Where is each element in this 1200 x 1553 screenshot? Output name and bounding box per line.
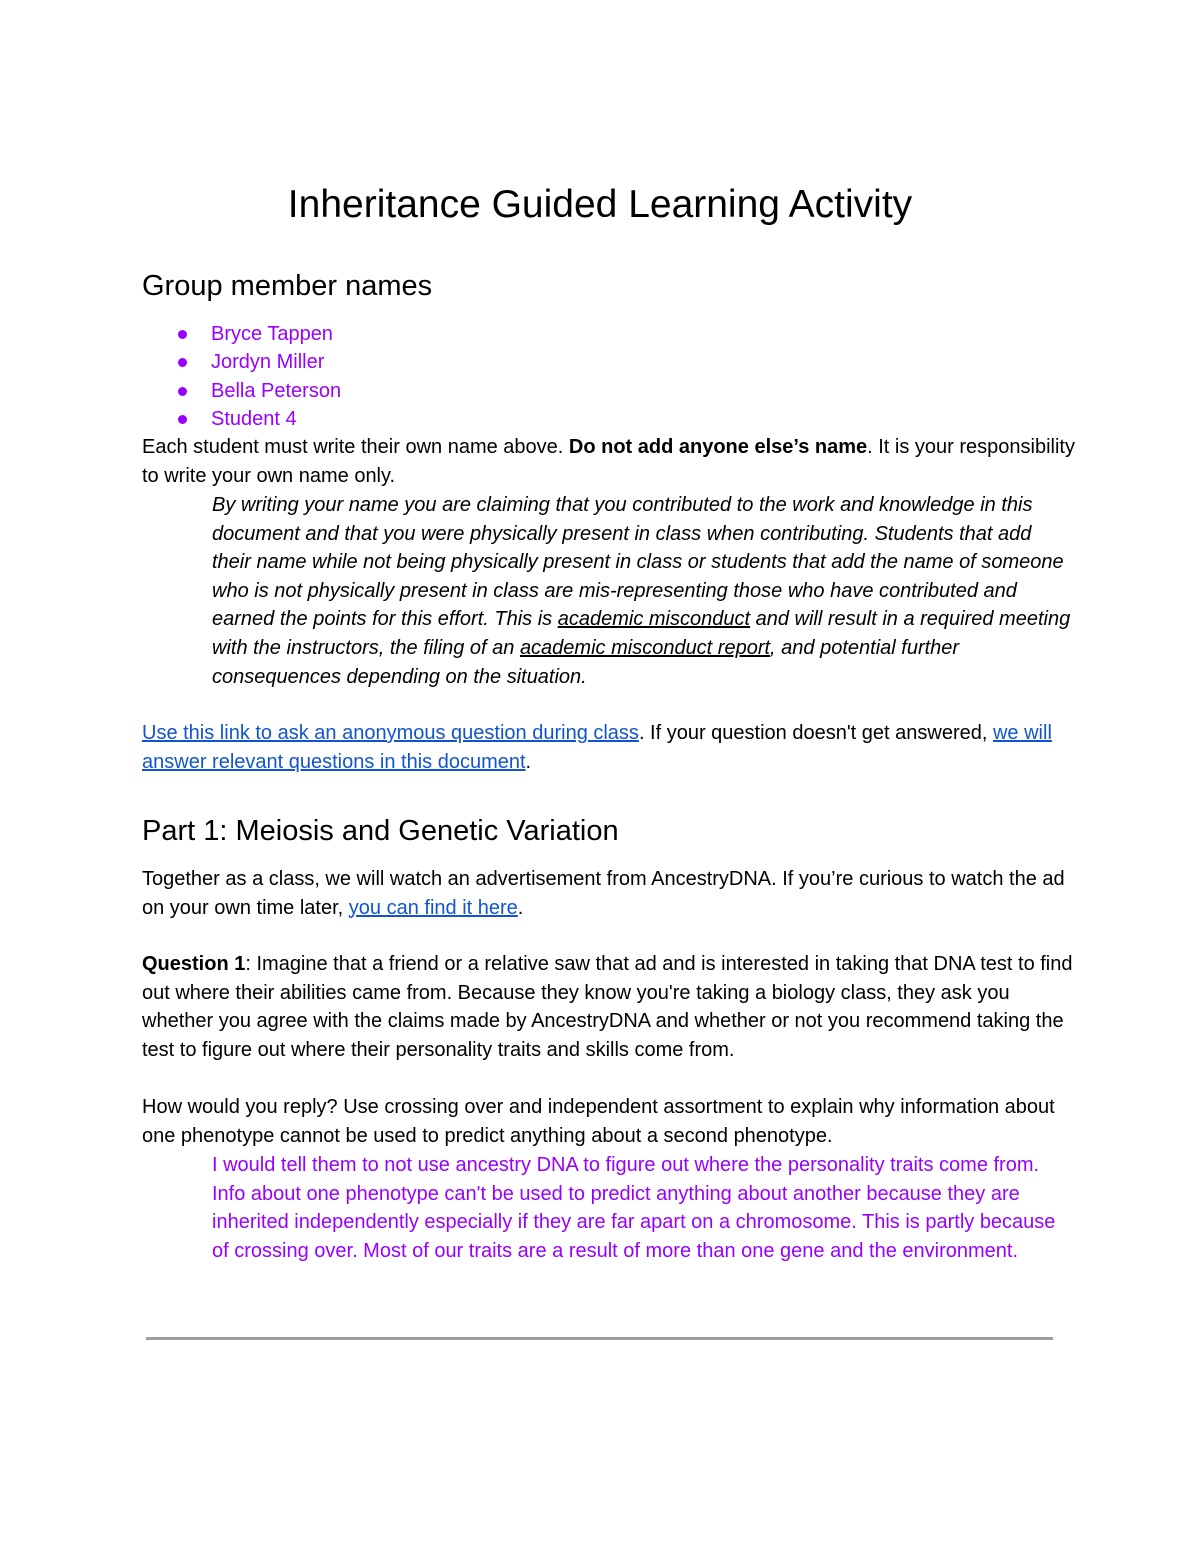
question-1 (142, 950, 1077, 1064)
intro-text: Together as a class, we will watch an advertisement from AncestryDNA. If you’re curious to watch the ad on your own time later, (142, 868, 1065, 919)
question-1-answer[interactable]: I would tell them to not use ancestry DNA to figure out where the personality traits come from. Info about one phenotype can't be used to predict anything about another because they are inherited independently especially if they are far apart on a chromosome. This is partly because of crossing over. Most of our traits are a result of more than one gene and the environment. (212, 1154, 1056, 1262)
name-note-text-end: . It is your responsibility to write your own name only. (142, 436, 1075, 487)
question-1-label: Question 1 (142, 953, 246, 975)
questions-note-text: . If your question doesn't get answered, (638, 722, 993, 744)
list-item (142, 348, 341, 376)
member-list (142, 320, 341, 434)
ad-link[interactable]: you can find it here (348, 896, 518, 919)
bullet-icon (178, 415, 187, 424)
warning-text-3: , and potential further consequences depending on the situation. (212, 636, 960, 688)
list-item (142, 405, 341, 433)
name-note-bold: Do not add anyone else’s name (568, 436, 868, 458)
academic-misconduct-link[interactable]: academic misconduct (557, 608, 751, 631)
misconduct-report-link[interactable]: academic misconduct report (519, 636, 771, 659)
warning-text-2: and will result in a required meeting with the instructors, the filing of an (212, 608, 1071, 659)
name-instructions (142, 433, 1077, 490)
question-1-text: : Imagine that a friend or a relative saw that ad and is interested in taking that DNA test to find out where their abilities came from. Because they know you're taking a biology class, they ask you whether you agree with the claims made by AncestryDNA and whether or not you recommend taking the test to figure out where their personality traits and skills come from. (142, 953, 1073, 1061)
name-note-text: Each student must write their own name above. (142, 436, 569, 458)
page-title: Inheritance Guided Learning Activity (287, 183, 913, 226)
part1-intro (142, 865, 1077, 922)
member-name[interactable]: Jordyn Miller (211, 351, 325, 374)
list-item (142, 320, 341, 348)
list-item (142, 377, 341, 405)
anonymous-question-link[interactable]: Use this link to ask an anonymous question during class (142, 722, 639, 744)
questions-note (142, 719, 1077, 776)
intro-text-end: . (517, 896, 524, 919)
answers-document-link[interactable]: we will answer relevant questions in this document (142, 722, 1052, 773)
question-1-prompt: How would you reply? Use crossing over and independent assortment to explain why information about one phenotype cannot be used to predict anything about a second phenotype. (142, 1096, 1055, 1147)
horizontal-rule (146, 1337, 1053, 1340)
member-name[interactable]: Bella Peterson (211, 379, 342, 402)
bullet-icon (178, 358, 187, 367)
bullet-icon (178, 330, 187, 339)
group-members-heading: Group member names (142, 270, 433, 302)
member-name[interactable]: Student 4 (211, 408, 297, 431)
part1-heading: Part 1: Meiosis and Genetic Variation (142, 815, 619, 847)
questions-note-end: . (525, 750, 532, 773)
warning-text: By writing your name you are claiming that you contributed to the work and knowledge in this document and that you were physically present in class when contributing. Students that add their name while not being physically present in class or students that add the name of someone who is not physically present in class are mis-representing those who have contributed and earned the points for this effort. This is (212, 494, 1064, 631)
member-name[interactable]: Bryce Tappen (211, 323, 333, 345)
misconduct-warning (212, 491, 1072, 691)
bullet-icon (178, 387, 187, 396)
